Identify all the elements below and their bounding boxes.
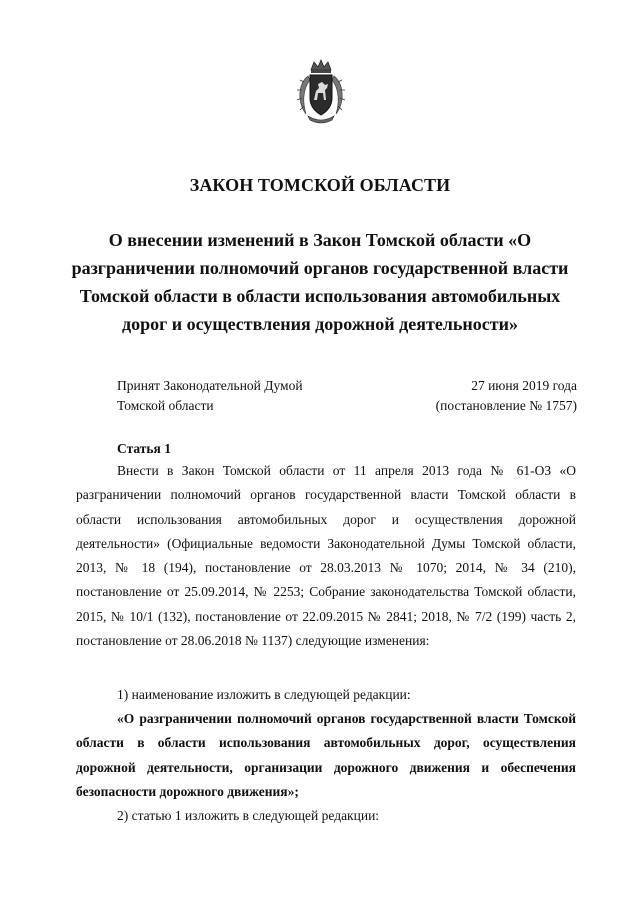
coat-of-arms-icon (294, 58, 348, 126)
adoption-body-line-2: Томской области (117, 398, 214, 413)
law-title: ЗАКОН ТОМСКОЙ ОБЛАСТИ (189, 175, 451, 195)
amendment-item-1-text: 1) наименование изложить в следующей редакции: (117, 687, 411, 702)
new-law-name-paragraph (76, 707, 576, 804)
adoption-body-line-1: Принят Законодательной Думой (117, 378, 303, 393)
adoption-resolution: (постановление № 1757) (435, 398, 577, 413)
adoption-body (117, 376, 303, 416)
law-subject-title: О внесении изменений в Закон Томской области «О разграничении полномочий органов государственной власти Томской области в области использования автомобильных дорог и осуществления дорожной деятельности» (71, 230, 569, 334)
amendment-item-2-text: 2) статью 1 изложить в следующей редакции: (117, 808, 380, 823)
article-intro-paragraph (76, 459, 576, 653)
new-law-name-text: «О разграничении полномочий органов государственной власти Томской области в области использования автомобильных дорог, осуществления дорожной деятельности, организации дорожного движения и обеспечения безопасности дорожного движения»; (76, 711, 576, 799)
adoption-date-block (436, 376, 577, 416)
amendment-item-2 (76, 804, 576, 828)
adoption-date: 27 июня 2019 года (471, 378, 577, 393)
article-heading: Статья 1 (117, 441, 171, 456)
amendment-item-1 (76, 683, 576, 707)
article-intro-text: Внести в Закон Томской области от 11 апреля 2013 года № 61-ОЗ «О разграничении полномочий органов государственной власти Томской области в области использования автомобильных дорог и осуществления дорожной деятельности» (Официальные ведомости Законодательной Думы Томской области, 2013, № 18 (194), постановление от 28.03.2013 № 1070; 2014, № 34 (210), постановление от 25.09.2014, № 2253; Собрание законодательства Томской области, 2015, № 10/1 (132), постановление от 22.09.2015 № 2841; 2018, № 7/2 (199) часть 2, постановление от 28.06.2018 № 1137) следующие изменения: (76, 463, 576, 649)
